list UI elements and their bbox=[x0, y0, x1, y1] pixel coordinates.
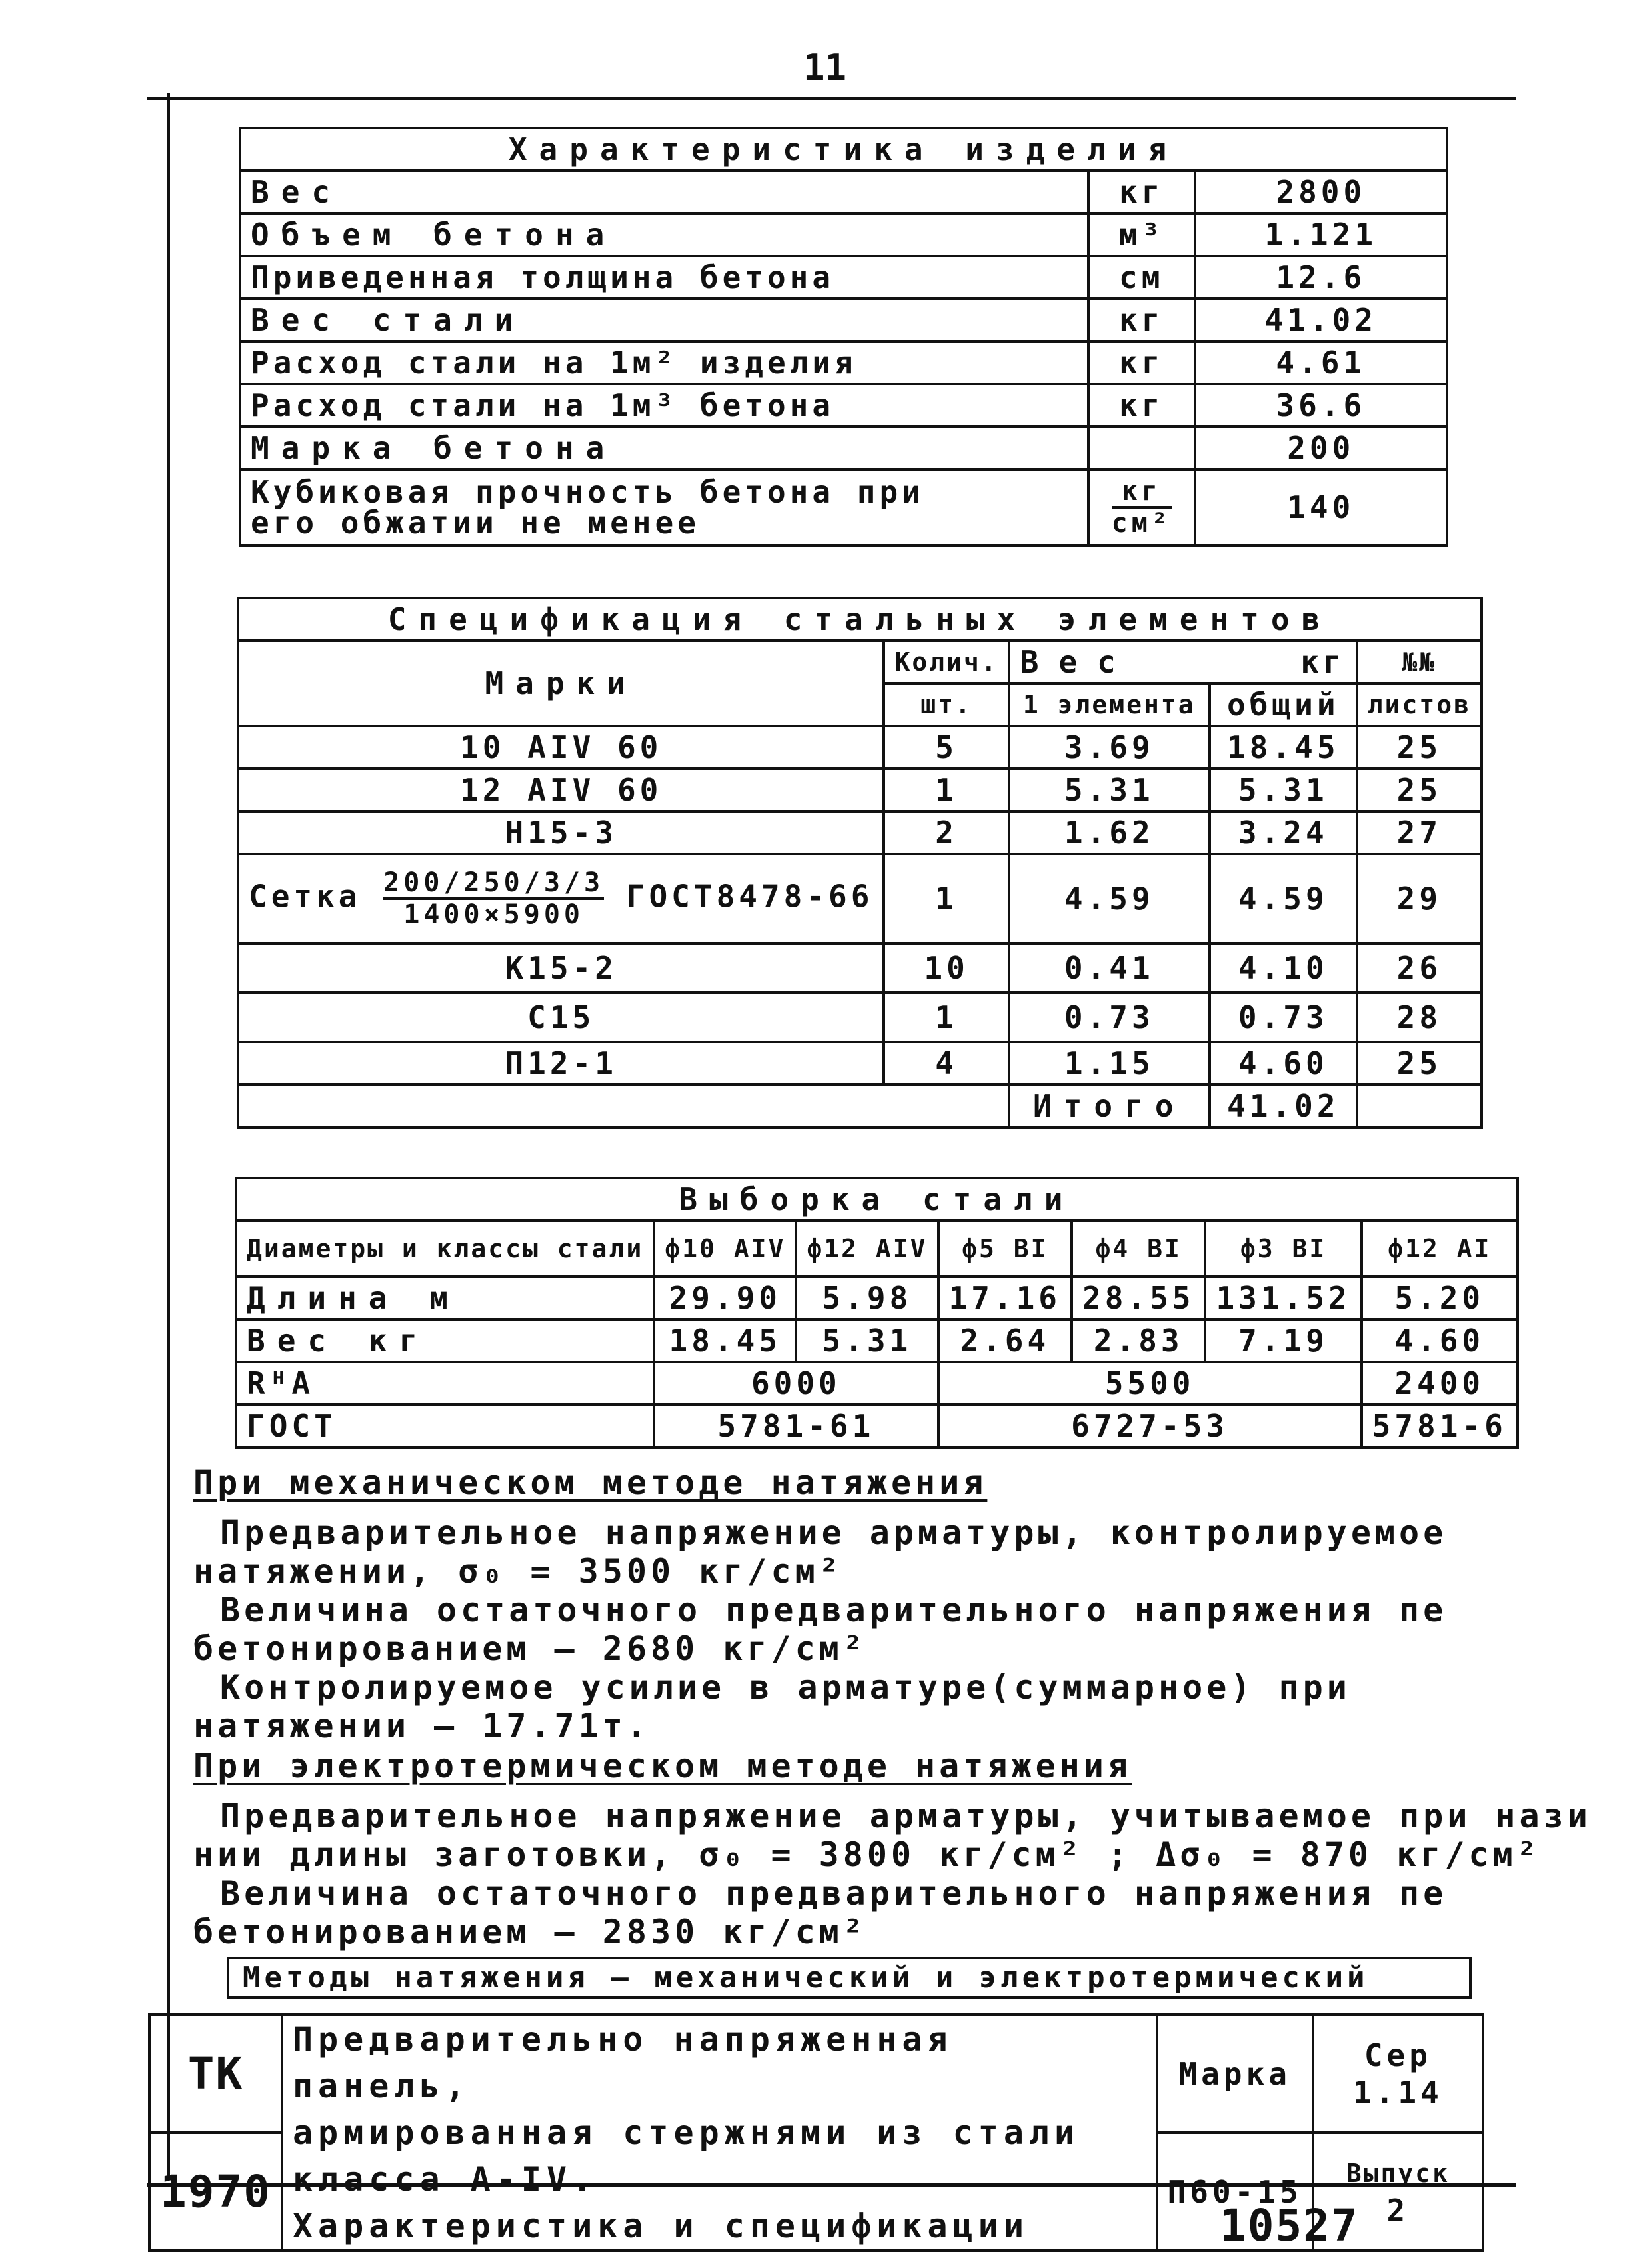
table-row: Кубиковая прочность бетона при его обжатии не менее $\frac{кг}{\text{см²}}$ 140 bbox=[240, 469, 1447, 545]
selection-title: Выборка стали bbox=[236, 1178, 1518, 1221]
org-code: ТК bbox=[149, 2015, 282, 2133]
characteristics-title: Характеристика изделия bbox=[240, 128, 1447, 171]
table-row: Приведенная толщина бетона см 12.6 bbox=[240, 256, 1447, 299]
table-row: RᴴА 6000 5500 2400 bbox=[236, 1362, 1518, 1405]
mesh-fraction: $\frac{200/250/3/3}{1400\times 5900}$ bbox=[383, 867, 605, 930]
selection-table: Выборка стали Диаметры и классы стали ф10 AIV ф12 AIV ф5 BI ф4 BI ф3 BI ф12 AI Длина м 29.90 5.98 17.16 28.55 131.52 5.20 Вес кг 18.45 5.31 2.64 2.83 7.19 4.60 RᴴА 6000 5500 2400 ГОСТ 5781-61 6727-53 5781-6 bbox=[235, 1177, 1519, 1449]
table-row: Расход стали на 1м² изделия кг 4.61 bbox=[240, 341, 1447, 384]
table-row: Расход стали на 1м³ бетона кг 36.6 bbox=[240, 384, 1447, 427]
table-row: ГОСТ 5781-61 6727-53 5781-6 bbox=[236, 1405, 1518, 1447]
methods-line: Методы натяжения — механический и электротермический bbox=[227, 1957, 1472, 1999]
frame-bottom-line bbox=[147, 2183, 1516, 2187]
table-row: Длина м 29.90 5.98 17.16 28.55 131.52 5.20 bbox=[236, 1277, 1518, 1319]
table-row: Вес стали кг 41.02 bbox=[240, 299, 1447, 341]
specification-table: Спецификация стальных элементов Марки Колич. Вес кг №№ шт. 1 элемента общий листов 10 AIV 60 5 3.69 18.45 25 12 AIV 60 1 5.31 5.31 25 Н15-3 2 1.62 3.24 27 Сетка $\frac{200/250/3/3}{1400\times 5900}$ ГОСТ8478-66 1 4.59 4.59 29 К15-2 10 0.41 4.10 26 С15 1 0.73 0.73 28 П12-1 4 1.15 4.60 25 Итого 41.02 bbox=[237, 597, 1483, 1129]
specification-title: Спецификация стальных элементов bbox=[238, 598, 1482, 641]
elec-paragraph: Предварительное напряжение арматуры, учитываемое при нази нии длины заготовки, σ₀ = 3800 кг/см² ; Δσ₀ = 870 кг/см² Величина остаточного предварительного напряжения пе бетонированием — 2830 кг/см² bbox=[193, 1797, 1592, 1951]
drawing-title: Предварительно напряженная панель, армированная стержнями из стали класса А-IV. Характеристика и спецификации bbox=[282, 2015, 1157, 2251]
table-row: Объем бетона м³ 1.121 bbox=[240, 213, 1447, 256]
frame-top-line bbox=[147, 97, 1516, 100]
archive-number: 10527 bbox=[1220, 2200, 1359, 2251]
year: 1970 bbox=[149, 2133, 282, 2251]
table-row: С15 1 0.73 0.73 28 bbox=[238, 993, 1482, 1042]
total-row: Итого 41.02 bbox=[238, 1085, 1482, 1127]
table-row: 12 AIV 60 1 5.31 5.31 25 bbox=[238, 769, 1482, 811]
table-row: Вес кг 18.45 5.31 2.64 2.83 7.19 4.60 bbox=[236, 1319, 1518, 1362]
mark-value: П60-15 bbox=[1157, 2133, 1313, 2251]
mark-label: Марка bbox=[1157, 2015, 1313, 2133]
table-row: Сетка $\frac{200/250/3/3}{1400\times 5900}$ ГОСТ8478-66 1 4.59 4.59 29 bbox=[238, 854, 1482, 943]
table-row: Марка бетона 200 bbox=[240, 427, 1447, 469]
table-row: П12-1 4 1.15 4.60 25 bbox=[238, 1042, 1482, 1085]
table-row: К15-2 10 0.41 4.10 26 bbox=[238, 943, 1482, 993]
characteristics-table bbox=[239, 127, 1448, 547]
frame-left-line bbox=[167, 93, 170, 2180]
mech-heading: При механическом методе натяжения bbox=[193, 1463, 988, 1502]
table-row: Вес кг 2800 bbox=[240, 171, 1447, 213]
mech-paragraph-1: Предварительное напряжение арматуры, контролируемое натяжении, σ₀ = 3500 кг/см² Величина остаточного предварительного напряжения пе бетонированием — 2680 кг/см² Контролируемое усилие в арматуре(суммарное) при натяжении — 17.71т. bbox=[193, 1513, 1448, 1745]
series-cell: Сер 1.14 bbox=[1313, 2015, 1483, 2133]
elec-heading: При электротермическом методе натяжения bbox=[193, 1747, 1132, 1785]
page-number: 11 bbox=[803, 47, 847, 89]
table-row: Н15-3 2 1.62 3.24 27 bbox=[238, 811, 1482, 854]
issue-cell: Выпуск 2 bbox=[1313, 2133, 1483, 2251]
unit-fraction: $\frac{кг}{\text{см²}}$ bbox=[1111, 476, 1172, 539]
table-row: 10 AIV 60 5 3.69 18.45 25 bbox=[238, 726, 1482, 769]
